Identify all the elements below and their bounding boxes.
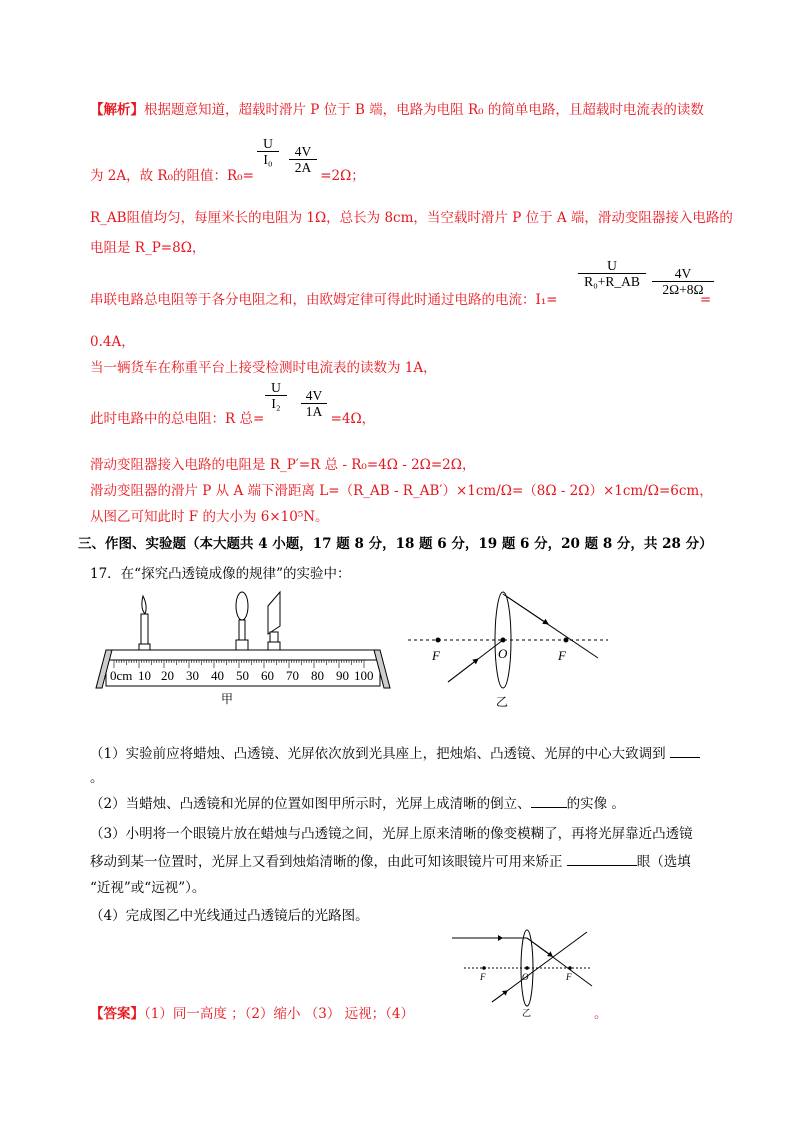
analysis-line-7: 当一辆货车在称重平台上接受检测时电流表的读数为 1A， bbox=[90, 360, 437, 376]
answer-tag: 【答案】 bbox=[90, 1006, 144, 1022]
analysis-line-5: 串联电路总电阻等于各分电阻之和，由欧姆定律可得此时通过电路的电流：I₁= = bbox=[90, 292, 712, 308]
tick-label-0: 0cm bbox=[110, 668, 133, 683]
analysis-line-2: 为 2A，故 R₀的阻值：R₀= =2Ω； bbox=[90, 168, 365, 184]
answer-figure-label: 乙 bbox=[522, 1008, 532, 1018]
optical-bench-figure bbox=[88, 588, 398, 708]
section-title: 三、作图、实验题（本大题共 4 小题，17 题 8 分，18 题 6 分，19 题 6 分，20 题 8 分，共 28 分） bbox=[78, 536, 713, 552]
answer-center: O bbox=[522, 972, 529, 982]
analysis-line-11: 从图乙可知此时 F 的大小为 6×10⁵N。 bbox=[90, 509, 329, 525]
answer-blank-1[interactable] bbox=[670, 757, 700, 758]
answer-blank-3[interactable] bbox=[567, 865, 637, 866]
lens-ray-figure bbox=[408, 588, 608, 708]
fraction-4v-over-2a: $\frac{4V}{2A}$ bbox=[289, 144, 317, 175]
q17-stem: 17．在“探究凸透镜成像的规律”的实验中： bbox=[90, 566, 351, 582]
fraction-u-over-r0-rab: $\frac{U}{\text{R₀+R\_AB}}$ bbox=[578, 258, 646, 289]
analysis-line-9: 滑动变阻器接入电路的电阻是 R_P′=R 总 - R₀=4Ω - 2Ω=2Ω， bbox=[90, 457, 476, 473]
answer-ray-figure bbox=[452, 926, 602, 1018]
analysis-line-8: 此时电路中的总电阻：R 总= =4Ω， bbox=[90, 411, 376, 427]
tick-label-70: 70 bbox=[286, 668, 299, 683]
center-label: O bbox=[498, 646, 508, 661]
tick-label-30: 30 bbox=[186, 668, 199, 683]
fraction-4v-over-10ohm: $\frac{4V}{2\Omega+8\Omega}$ bbox=[652, 266, 714, 297]
analysis-line-4: 电阻是 R_P=8Ω， bbox=[90, 240, 206, 256]
tick-label-100: 100 bbox=[354, 668, 374, 683]
answer-blank-2[interactable] bbox=[531, 807, 567, 808]
tick-label-10: 10 bbox=[138, 668, 151, 683]
focal-label-right: F bbox=[558, 648, 566, 663]
answer-end: 。 bbox=[594, 1006, 608, 1022]
q17-part-2: （2）当蜡烛、凸透镜和光屏的位置如图甲所示时，光屏上成清晰的倒立、 的实像 。 bbox=[90, 796, 625, 812]
figure-jia-label: 甲 bbox=[221, 692, 234, 706]
q17-part-3c: “近视”或“远视”）。 bbox=[90, 880, 206, 896]
q17-part-1: （1）实验前应将蜡烛、凸透镜、光屏依次放到光具座上，把烛焰、凸透镜、光屏的中心大致调到 bbox=[90, 742, 700, 762]
tick-label-50: 50 bbox=[236, 668, 249, 683]
answer-line: 【答案】（1）同一高度 ；（2）缩小 （3） 远视；（4） bbox=[90, 1006, 414, 1022]
q17-part-3b: 移动到某一位置时，光屏上又看到烛焰清晰的像，由此可知该眼镜片可用来矫正 眼（选填 bbox=[90, 854, 691, 870]
q17-part-3a: （3）小明将一个眼镜片放在蜡烛与凸透镜之间，光屏上原来清晰的像变模糊了，再将光屏靠近凸透镜 bbox=[90, 826, 693, 842]
tick-label-80: 80 bbox=[311, 668, 324, 683]
fraction-u-over-i0: $\frac{U}{\text{I₀}}$ bbox=[257, 136, 279, 167]
tick-label-60: 60 bbox=[261, 668, 274, 683]
tick-label-20: 20 bbox=[161, 668, 174, 683]
q17-part-1-end: 。 bbox=[90, 770, 104, 786]
screen-holder bbox=[268, 592, 280, 650]
tick-label-40: 40 bbox=[211, 668, 224, 683]
lens-holder bbox=[236, 592, 248, 650]
answer-focal-right: F bbox=[566, 972, 572, 982]
analysis-line-10: 滑动变阻器的滑片 P 从 A 端下滑距离 L=（R_AB - R_AB′）×1cm/Ω=（8Ω - 2Ω）×1cm/Ω=6cm， bbox=[90, 483, 713, 499]
fraction-u-over-i2: $\frac{U}{\text{I₂}}$ bbox=[265, 380, 287, 411]
figure-yi-label: 乙 bbox=[496, 695, 509, 708]
q17-part-4: （4）完成图乙中光线通过凸透镜后的光路图。 bbox=[90, 908, 369, 924]
analysis-line-1: 【解析】根据题意知道，超载时滑片 P 位于 B 端，电路为电阻 R₀ 的简单电路，且超载时电流表的读数 bbox=[90, 102, 704, 118]
focal-label-left: F bbox=[432, 648, 440, 663]
analysis-line-3: R_AB阻值均匀，每厘米长的电阻为 1Ω，总长为 8cm，当空载时滑片 P 位于 A 端，滑动变阻器接入电路的 bbox=[90, 210, 733, 226]
analysis-line-6: 0.4A， bbox=[90, 334, 135, 350]
answer-focal-left: F bbox=[480, 972, 486, 982]
tick-label-90: 90 bbox=[336, 668, 349, 683]
analysis-tag: 【解析】 bbox=[90, 102, 144, 118]
fraction-4v-over-1a: $\frac{4V}{1A}$ bbox=[301, 388, 327, 419]
candle bbox=[139, 596, 150, 650]
